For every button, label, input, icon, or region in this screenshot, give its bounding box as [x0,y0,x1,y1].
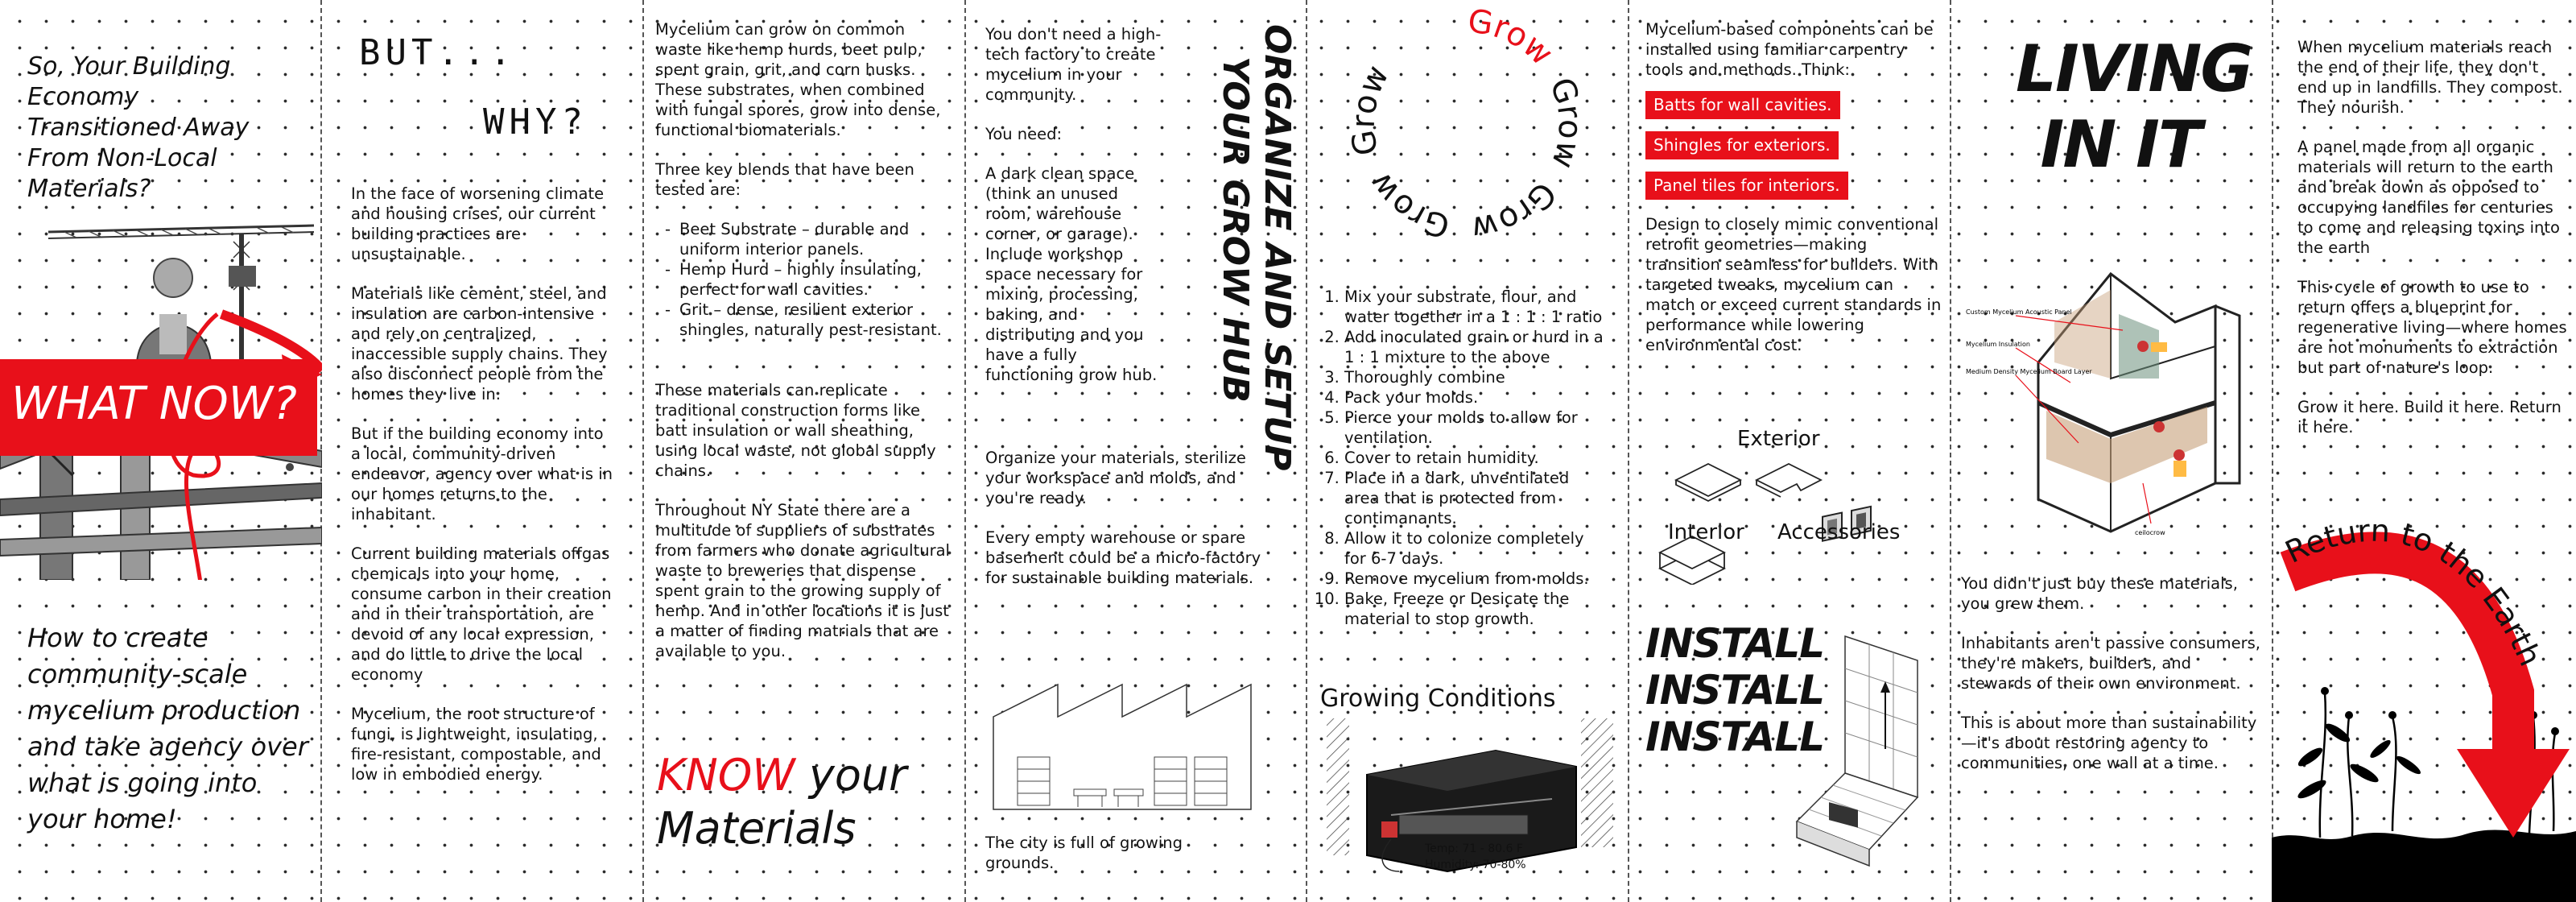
warehouse-illustration [977,660,1291,813]
return-arc-text [2280,515,2549,672]
panel-grow-hub [966,0,1306,902]
list-item: 9. Remove mycelium from molds. [1344,569,1604,589]
interior-label: Interior [1668,520,1744,544]
list-item: 6. Cover to retain humidity. [1344,448,1604,468]
paragraph: Mycelium-based components can be installed using familiar carpentry tools and methods. Think: [1645,20,1934,79]
step-list [1314,287,1604,629]
list-item: 10. Bake, Freeze or Desicate the material to stop growth. [1344,589,1604,629]
list-item: 7. Place in a dark, unventilated area that is protected from contimanants. [1344,468,1604,528]
panel-grow-steps [1306,0,1628,902]
what-now-text: WHAT NOW? [11,378,297,430]
vertical-heading-line1: ORGANIZE AND SETUP [1257,24,1298,471]
paragraph: In the face of worsening climate and housing crises, our current building practices are unsustainable. [351,184,605,263]
paragraph: Grow it here. Build it here. Return it here. [2297,398,2562,437]
accessories-label: Accessories [1777,520,1901,544]
diagram-label: ceilocrow [2135,529,2165,536]
panel-intro [0,0,322,902]
panel-why [322,0,644,902]
paragraph: Materials like cement, steel, and insulation are carbon-intensive and rely on centralized, inaccessible supply chains. They also disconnect people from the homes they live in. [351,284,608,403]
intro-footer: How to create community-scale mycelium production and take agency over what is going into your home! [27,623,308,834]
paragraph: Current building materials offgas chemicals into your home, consume carbon in their creation and in their transportation, are devoid of any local expression, and do little to drive the local economy [351,544,612,684]
install-text [1645,19,1943,374]
grow-word: Grow [1361,165,1455,245]
paragraph: These materials can replicate traditional construction forms like batt insulation or wall sheathing, using local waste, not global supply chains. [655,381,936,480]
install-room-illustration [1781,620,1942,894]
living-title-line2: IN IT [2040,107,2201,182]
hub-text [985,24,1162,404]
humidity-readout: Humidity: 70-80% [1425,859,1526,871]
diagram-label: Mycelium Insulation [1966,341,2030,348]
living-title [2016,31,2252,182]
paragraph: Three key blends that have been tested are: [655,160,914,199]
label-batts: Batts for wall cavities. [1645,91,1840,119]
label-shingles: Shingles for exteriors. [1645,131,1839,159]
label-panel-tiles: Panel tiles for interiors. [1645,172,1848,200]
paragraph: Every empty warehouse or spare basement could be a micro-factory for sustainable building materials. [985,528,1261,587]
grow-chamber-illustration [1311,718,1624,879]
hub-closing: The city is full of growing grounds. [985,834,1183,872]
paragraph: Design to closely mimic conventional retrofit geometries—making transition seamless for builders. With targeted tweaks, mycelium can match or exceed current standards in performance while lowering environmental cost. [1645,215,1942,354]
paragraph: Inhabitants aren't passive consumers, they're makers, builders, and stewards of their own environment. [1961,634,2260,693]
paragraph: Throughout NY State there are a multitude of suppliers of substrates from farmers who donate agricultural waste to breweries that dispense spent grain to the growing supply of hemp. And in other locations it is just a matter of finding matrials that are available to you. [655,501,950,660]
return-illustration [2272,515,2576,902]
grow-word-red: Grow [1465,2,1560,73]
paragraph: But if the building economy into a local, community-driven endeavor, agency over what is in our homes returns to the inhabitant. [351,424,613,523]
blend-list [655,219,955,340]
paragraph: A panel made from all organic materials will return to the earth and break down as opposed to occupying landfiles for centuries to come and releasing toxins into the earth [2297,138,2560,257]
grow-ring-text [1345,2,1589,246]
return-arc-textpath: Return to the Earth [2280,515,2549,672]
materials-text [655,19,955,681]
panel-living [1950,0,2272,902]
return-text [2297,37,2571,457]
living-section-illustration [1950,242,2272,548]
know-rest: your [795,750,907,801]
diagram-label: Medium Density Mycelium Board Layer [1966,368,2092,375]
paragraph: You didn't just buy these materials, you grew them. [1961,574,2238,613]
grow-steps [1314,287,1604,629]
conditions-title: Growing Conditions [1320,685,1556,713]
but-title: BUT... [359,32,516,73]
why-text [351,184,617,804]
paragraph: You don't need a high-tech factory to create mycelium in your community. [985,25,1162,104]
vertical-heading-block [1214,24,1298,470]
install-word: INSTALL [1645,667,1825,714]
paragraph: A dark clean space (think an unused room, warehouse corner, or garage). Include workshop space necessary for mixing, processing, baking, and distributing and you have a fully functioning grow hub. [985,164,1158,384]
living-text [1961,573,2267,792]
install-word: INSTALL [1645,620,1825,667]
panel-install [1628,0,1950,902]
list-item: - Beet Substrate – durable and uniform interior panels. [679,219,955,259]
temp-readout: Temp: 71 - 80.6 F [1425,842,1523,855]
grow-word: Grow [1344,60,1397,159]
vertical-heading-line2: YOUR GROW HUB [1215,56,1256,403]
list-item: 8. Allow it to colonize completely for 6-7 days. [1344,528,1604,569]
paragraph: This cycle of growth to use to return offers a blueprint for regenerative living—where homes are not monuments to extraction but part of nature's loop. [2297,278,2567,377]
exterior-label: Exterior [1737,427,1820,451]
list-item: 4. Pack your molds. [1344,387,1604,408]
hub-text-wide [985,448,1283,607]
living-title-line1: LIVING [2016,31,2252,106]
list-item: 3. Thoroughly combine [1344,367,1604,387]
paragraph: Mycelium can grow on common waste like hemp hurds, beet pulp, spent grain, grit, and corn husks. These substrates, when combined with fungal spores, grow into dense, functional biomaterials. [655,20,941,139]
install-word: INSTALL [1645,714,1825,760]
paragraph: This is about more than sustainability—it's about restoring agency to communities, one wall at a time. [1961,714,2257,772]
list-item: - Grit – dense, resilient exterior shingles, naturally pest-resistant. [679,300,955,340]
why-title: WHY? [483,101,588,143]
list-item: 5. Pierce your molds to allow for ventilation. [1344,408,1604,448]
grow-ring [1306,0,1628,274]
diagram-label: Custom Mycelium Acoustic Panel [1966,308,2072,316]
paragraph: You need: [985,125,1063,143]
know-line2: Materials [657,803,857,854]
paragraph: Mycelium, the root structure of fungi, is lightweight, insulating, fire-resistant, compostable, and low in embodied energy. [351,705,601,784]
intro-heading: So, Your Building Economy Transitioned Away From Non-Local Materials? [27,52,250,203]
grow-word: Grow [1468,174,1563,247]
list-item: - Hemp Hurd – highly insulating, perfect for wall cavities. [679,259,955,300]
know-red: KNOW [657,750,795,801]
panel-materials [644,0,966,902]
know-heading [657,749,906,855]
list-item: 2. Add inoculated grain or hurd in a 1 : 1 mixture to the above [1344,327,1604,367]
paragraph: Organize your materials, sterilize your workspace and molds, and you're ready. [985,449,1246,507]
paragraph: When mycelium materials reach the end of their life, they don't end up in landfills. They compost. They nourish. [2297,38,2563,117]
grow-word: Grow [1542,72,1589,173]
panel-return [2272,0,2576,902]
list-item: 1. Mix your substrate, flour, and water together in a 1 : 1 : 1 ratio [1344,287,1604,327]
